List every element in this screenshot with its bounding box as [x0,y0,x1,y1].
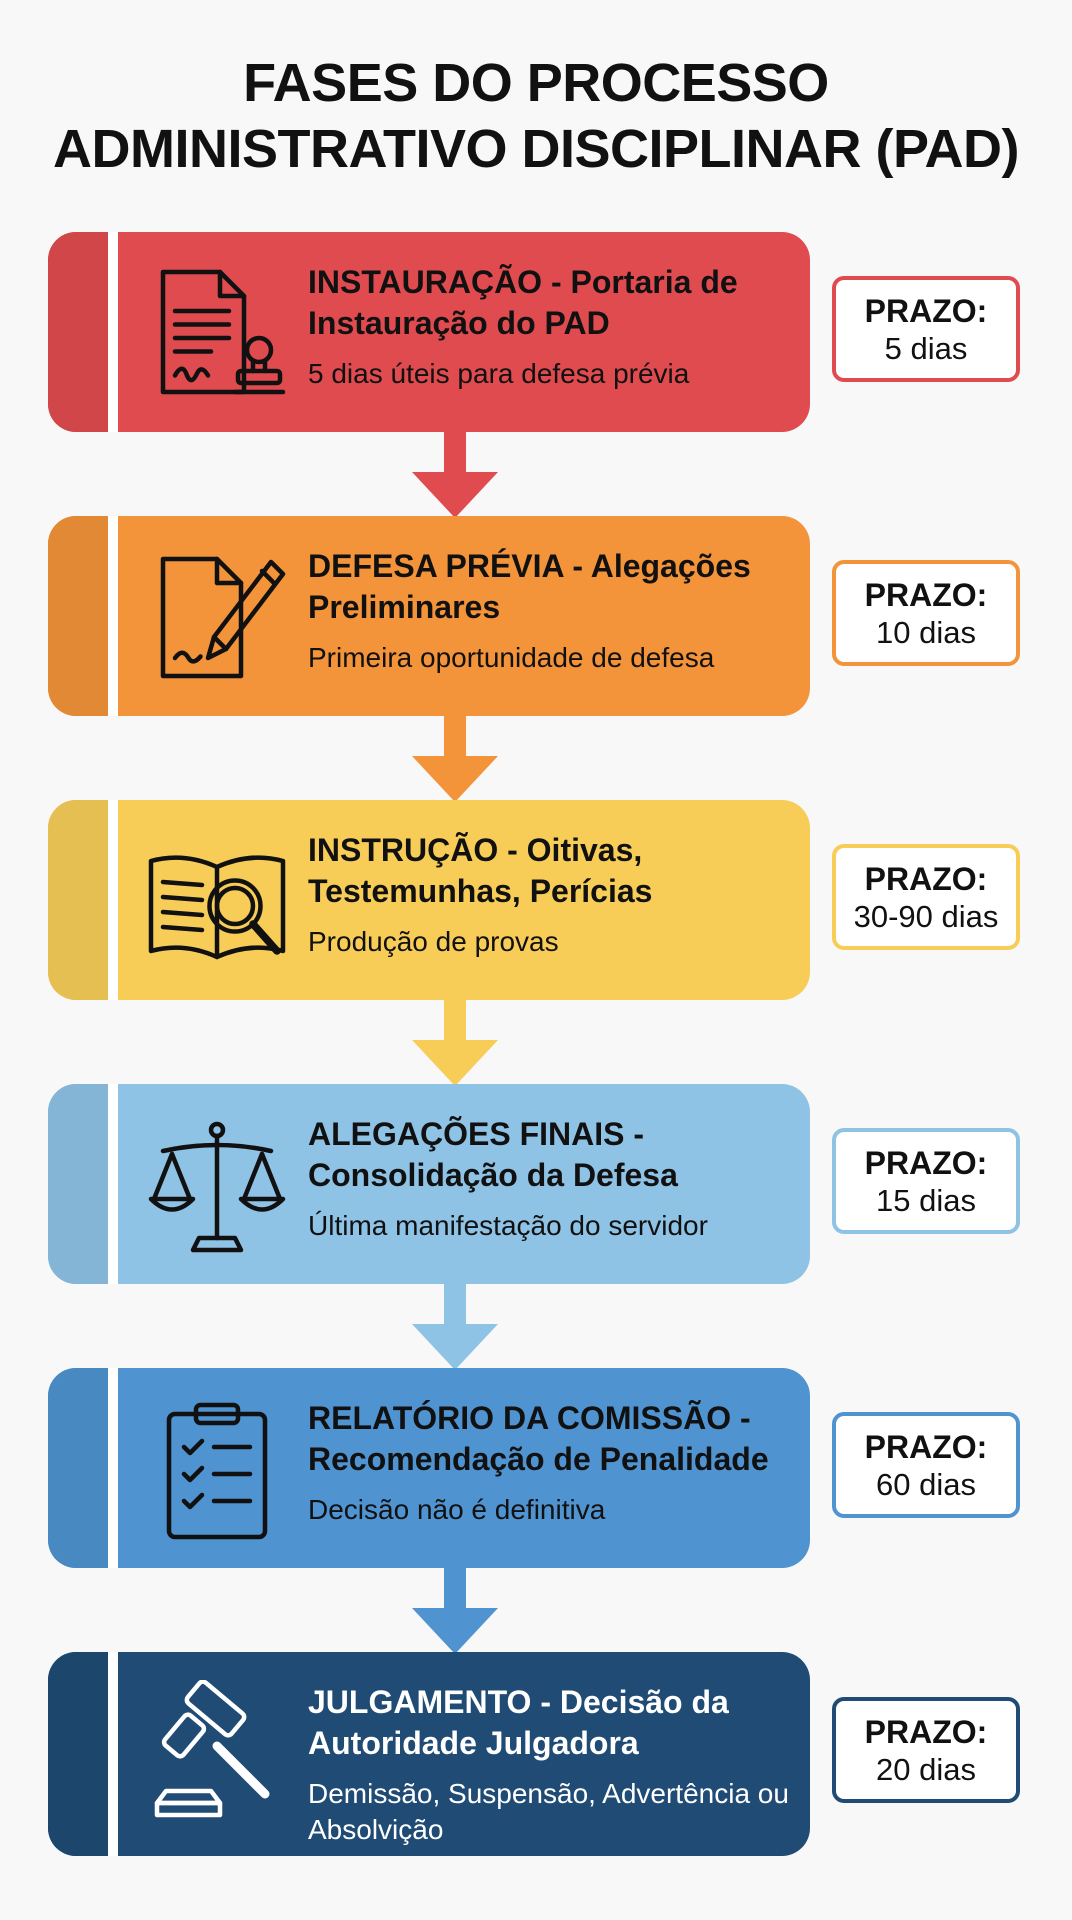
title-line-1: FASES DO PROCESSO [243,53,829,113]
prazo-box-julgamento [832,1697,1020,1803]
phase-description: Demissão, Suspensão, Advertência ou Absolvição [308,1778,789,1845]
phase-heading: DEFESA PRÉVIA - Alegações Preliminares [308,548,751,625]
card-left-strip [48,1652,108,1856]
prazo-label: PRAZO: [864,1145,988,1181]
phase-heading: INSTAURAÇÃO - Portaria de Instauração do PAD [308,264,738,341]
prazo-label: PRAZO: [864,293,988,329]
flow-arrow-2 [410,714,500,802]
prazo-value: 10 dias [876,615,976,650]
phase-card-alegacoes-finais [48,1084,810,1284]
page-title [0,50,1072,182]
phase-heading: INSTRUÇÃO - Oitivas, Testemunhas, Perícias [308,832,653,909]
flow-arrow-5 [410,1566,500,1654]
document-stamp-icon [142,260,292,410]
card-left-strip [48,1368,108,1568]
prazo-value: 60 dias [876,1467,976,1502]
prazo-value: 5 dias [884,331,968,366]
card-left-strip [48,1084,108,1284]
phase-heading: RELATÓRIO DA COMISSÃO - Recomendação de Penalidade [308,1400,769,1477]
prazo-value: 30-90 dias [853,899,999,934]
flow-arrow-3 [410,998,500,1086]
phase-card-instauracao [48,232,810,432]
prazo-label: PRAZO: [864,1714,988,1750]
card-left-strip [48,800,108,1000]
card-separator [108,1084,118,1284]
card-separator [108,800,118,1000]
card-left-strip [48,232,108,432]
phase-description: 5 dias úteis para defesa prévia [308,358,690,389]
phase-description: Produção de provas [308,926,559,957]
flow-arrow-4 [410,1282,500,1370]
card-separator [108,1368,118,1568]
phase-card-julgamento [48,1652,810,1856]
prazo-value: 15 dias [876,1183,976,1218]
phase-card-relatorio [48,1368,810,1568]
title-line-2: ADMINISTRATIVO DISCIPLINAR (PAD) [53,119,1019,179]
prazo-box-instauracao [832,276,1020,382]
phase-card-instrucao [48,800,810,1000]
prazo-value: 20 dias [876,1752,976,1787]
card-left-strip [48,516,108,716]
phase-card-defesa-previa [48,516,810,716]
gavel-icon [142,1680,292,1830]
prazo-label: PRAZO: [864,861,988,897]
phase-description: Última manifestação do servidor [308,1210,708,1241]
prazo-label: PRAZO: [864,1429,988,1465]
flow-arrow-1 [410,430,500,518]
phase-heading: JULGAMENTO - Decisão da Autoridade Julgadora [308,1684,729,1761]
clipboard-checklist-icon [142,1396,292,1546]
book-magnifier-icon [142,828,292,978]
prazo-box-defesa-previa [832,560,1020,666]
prazo-box-alegacoes-finais [832,1128,1020,1234]
phase-description: Decisão não é definitiva [308,1494,606,1525]
scales-icon [142,1112,292,1262]
document-pen-icon [142,544,292,694]
card-separator [108,1652,118,1856]
card-separator [108,232,118,432]
phase-description: Primeira oportunidade de defesa [308,642,715,673]
phase-heading: ALEGAÇÕES FINAIS - Consolidação da Defesa [308,1116,678,1193]
prazo-box-relatorio [832,1412,1020,1518]
prazo-box-instrucao [832,844,1020,950]
prazo-label: PRAZO: [864,577,988,613]
card-separator [108,516,118,716]
